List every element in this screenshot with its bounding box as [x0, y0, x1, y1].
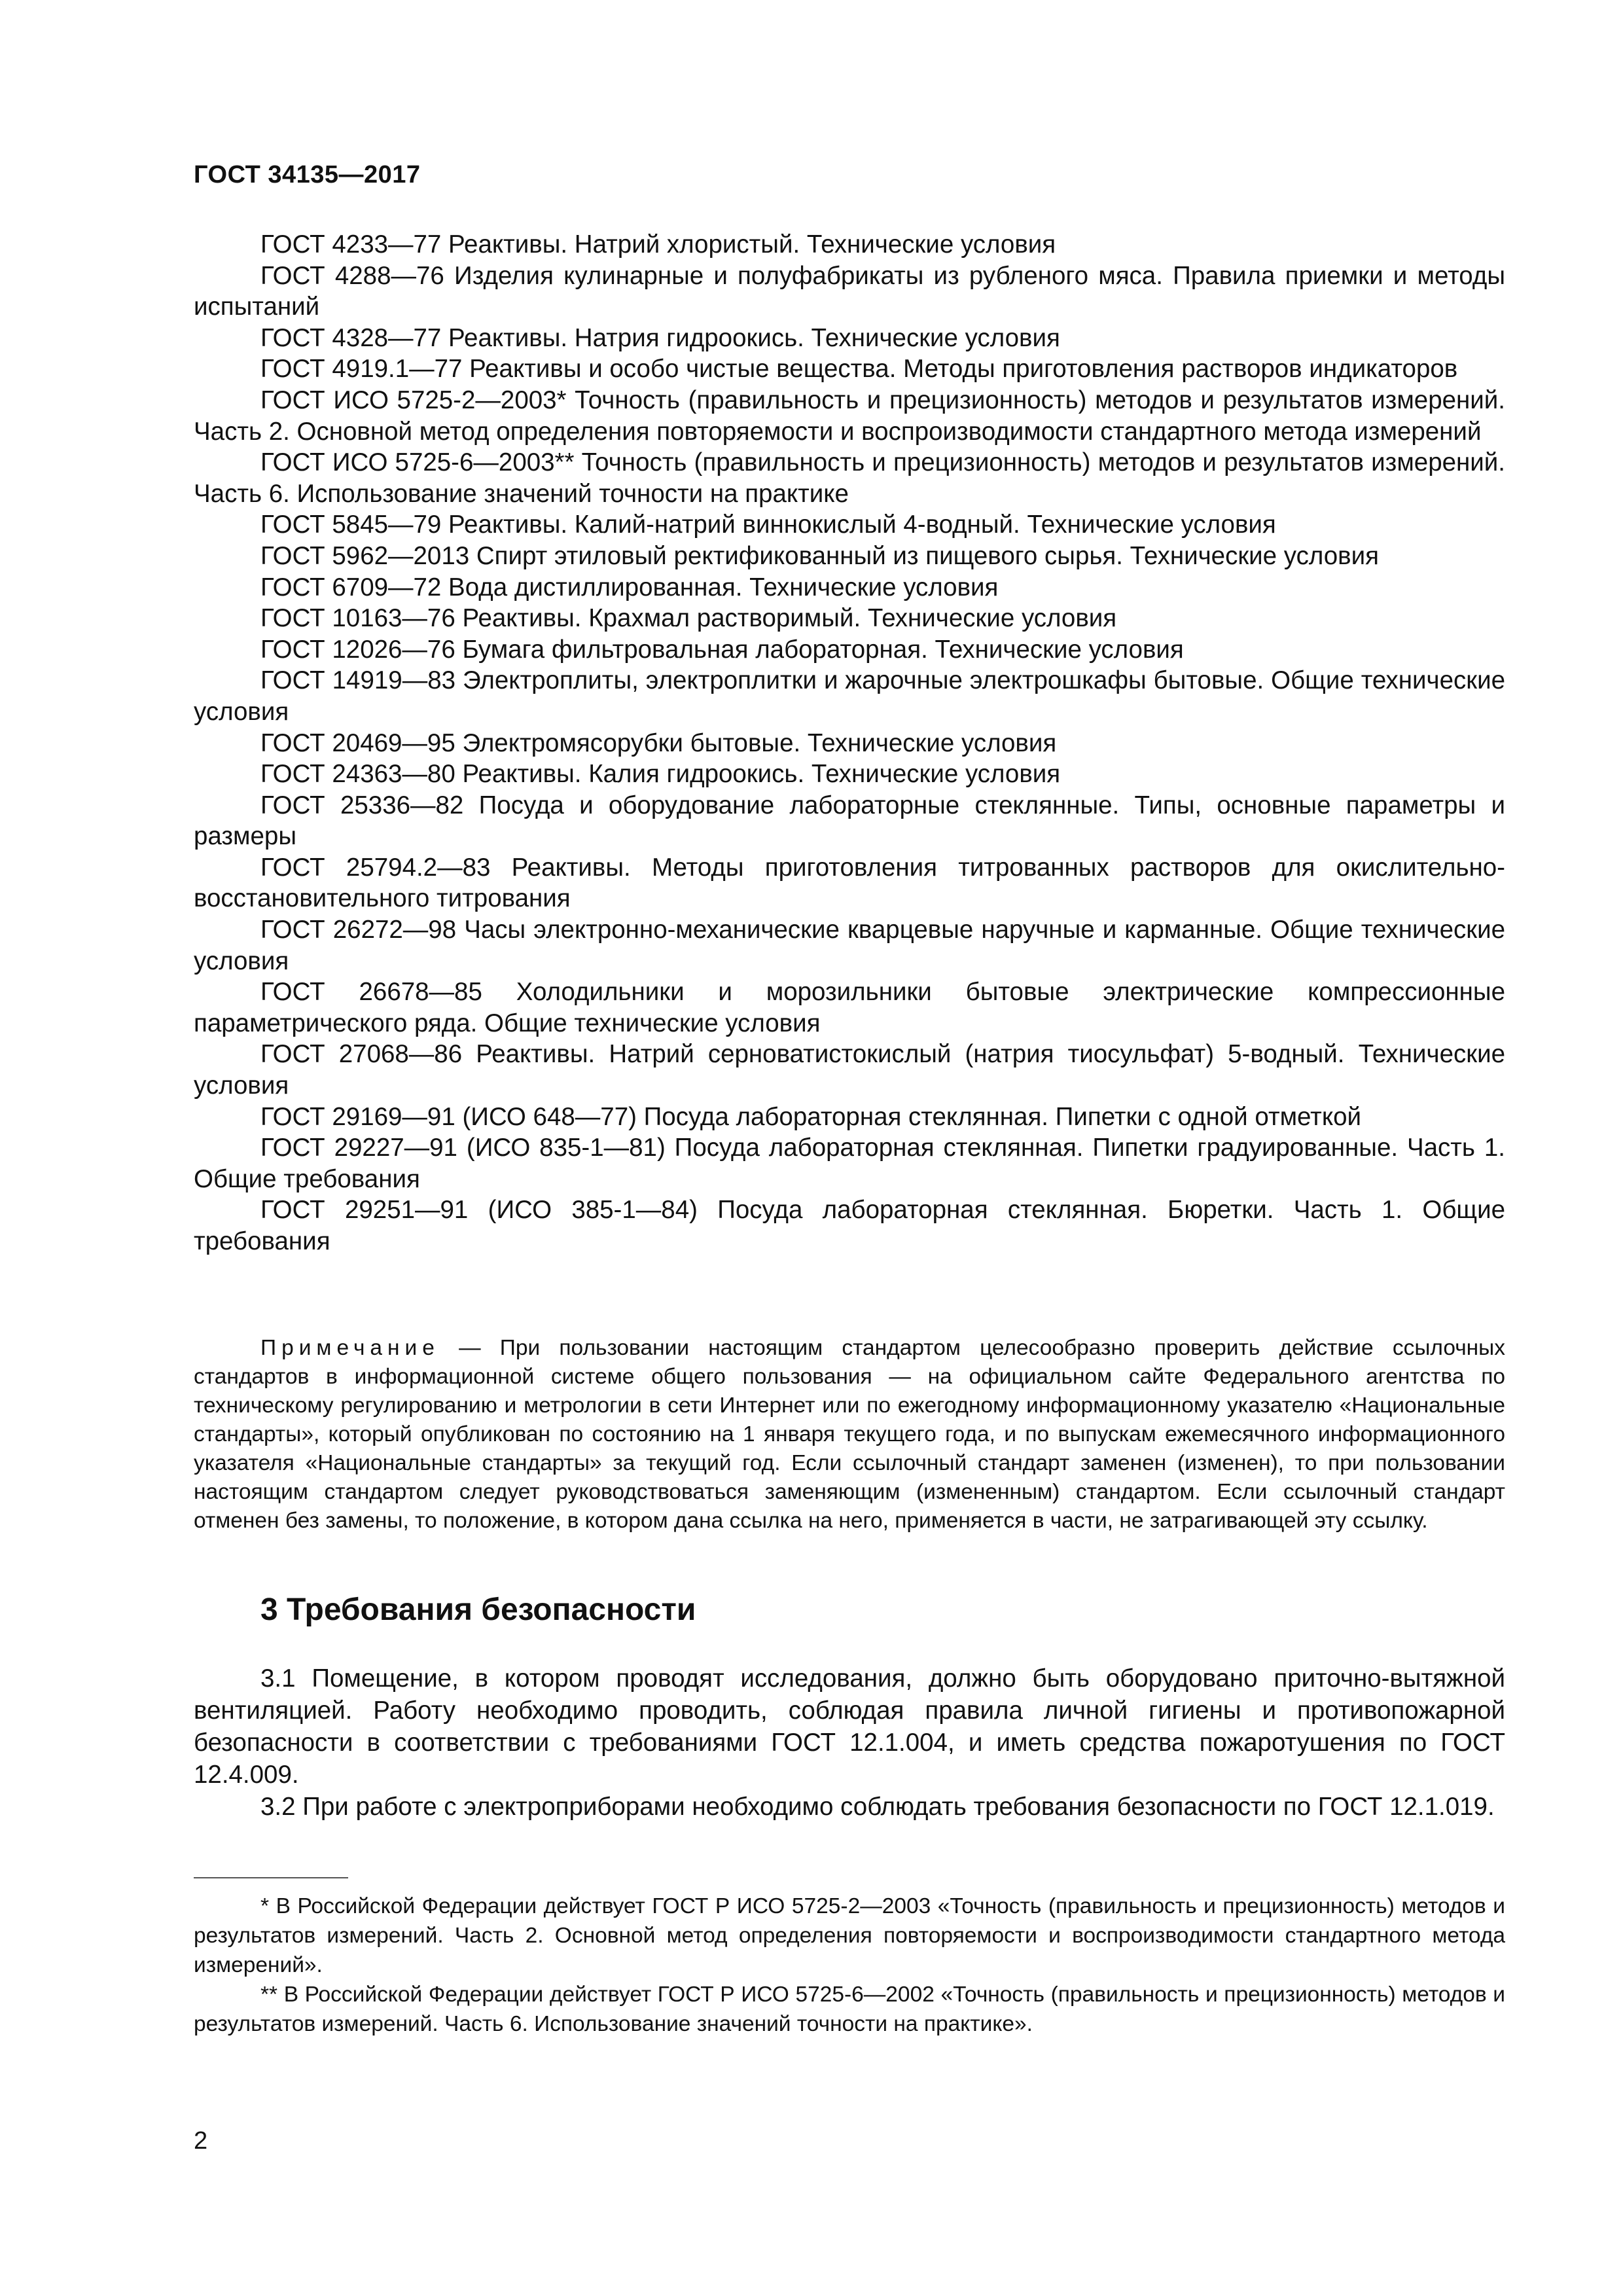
section-body	[194, 1662, 1505, 1823]
document-header: ГОСТ 34135—2017	[194, 161, 421, 188]
reference-item: ГОСТ 29251—91 (ИСО 385-1—84) Посуда лабораторная стеклянная. Бюретки. Часть 1. Общие требования	[194, 1196, 1505, 1255]
reference-item: ГОСТ 4919.1—77 Реактивы и особо чистые вещества. Методы приготовления растворов индикаторов	[260, 355, 1458, 384]
reference-item: ГОСТ ИСО 5725-6—2003** Точность (правильность и прецизионность) методов и результатов измерений. Часть 6. Использование значений точности на практике	[194, 448, 1505, 508]
reference-item: ГОСТ 25794.2—83 Реактивы. Методы приготовления титрованных растворов для окислительно-восстановительного титрования	[194, 853, 1505, 913]
reference-item: ГОСТ 29227—91 (ИСО 835-1—81) Посуда лабораторная стеклянная. Пипетки градуированные. Часть 1. Общие требования	[194, 1134, 1505, 1193]
reference-item: ГОСТ 26678—85 Холодильники и морозильники бытовые электрические компрессионные параметрического ряда. Общие технические условия	[194, 978, 1505, 1037]
footnote: ** В Российской Федерации действует ГОСТ Р ИСО 5725-6—2002 «Точность (правильность и прецизионность) методов и результатов измерений. Часть 6. Использование значений точности на практике».	[194, 1982, 1505, 2036]
section-title: 3 Требования безопасности	[260, 1592, 696, 1627]
reference-item: ГОСТ 6709—72 Вода дистиллированная. Технические условия	[260, 573, 999, 601]
section-paragraph: 3.1 Помещение, в котором проводят исследования, должно быть оборудовано приточно-вытяжной вентиляцией. Работу необходимо проводить, соблюдая правила личной гигиены и противопожарной безопасности в соответствии с требованиями ГОСТ 12.1.004, и иметь средства пожаротушения по ГОСТ 12.4.009.	[194, 1664, 1505, 1789]
reference-item: ГОСТ 5962—2013 Спирт этиловый ректификованный из пищевого сырья. Технические условия	[260, 541, 1379, 570]
reference-item: ГОСТ 12026—76 Бумага фильтровальная лабораторная. Технические условия	[260, 635, 1184, 664]
reference-item: ГОСТ 20469—95 Электромясорубки бытовые. Технические условия	[260, 728, 1057, 757]
note-text: — При пользовании настоящим стандартом целесообразно проверить действие ссылочных стандартов в информационной системе общего пользования — на официальном сайте Федерального агентства по техническому регулированию и метрологии в сети Интернет или по ежегодному информационному указателю «Национальные стандарты», который опубликован по состоянию на 1 января текущего года, и по выпускам ежемесячного информационного указателя «Национальные стандарты» за текущий год. Если ссылочный стандарт заменен (изменен), то при пользовании настоящим стандартом следует руководствоваться заменяющим (измененным) стандартом. Если ссылочный стандарт отменен без замены, то положение, в котором дана ссылка на него, применяется в части, не затрагивающей эту ссылку.	[194, 1336, 1505, 1533]
reference-item: ГОСТ 24363—80 Реактивы. Калия гидроокись. Технические условия	[260, 760, 1061, 789]
reference-item: ГОСТ 4233—77 Реактивы. Натрий хлористый. Технические условия	[260, 230, 1056, 259]
footnote: * В Российской Федерации действует ГОСТ Р ИСО 5725-2—2003 «Точность (правильность и прецизионность) методов и результатов измерений. Часть 2. Основной метод определения повторяемости и воспроизводимости стандартного метода измерений».	[194, 1894, 1505, 1977]
section-paragraph: 3.2 При работе с электроприборами необходимо соблюдать требования безопасности по ГОСТ 12.1.019.	[260, 1793, 1495, 1821]
reference-item: ГОСТ 4288—76 Изделия кулинарные и полуфабрикаты из рубленого мяса. Правила приемки и методы испытаний	[194, 261, 1505, 321]
reference-item: ГОСТ 10163—76 Реактивы. Крахмал растворимый. Технические условия	[260, 604, 1117, 633]
reference-item: ГОСТ 29169—91 (ИСО 648—77) Посуда лабораторная стеклянная. Пипетки с одной отметкой	[260, 1102, 1362, 1131]
normative-references-list	[194, 229, 1505, 1257]
note-paragraph	[194, 1334, 1505, 1535]
reference-item: ГОСТ 25336—82 Посуда и оборудование лабораторные стеклянные. Типы, основные параметры и размеры	[194, 791, 1505, 851]
note-label: Примечание	[260, 1336, 440, 1360]
reference-item: ГОСТ 26272—98 Часы электронно-механические кварцевые наручные и карманные. Общие технические условия	[194, 916, 1505, 975]
reference-item: ГОСТ 5845—79 Реактивы. Калий-натрий виннокислый 4-водный. Технические условия	[260, 511, 1276, 539]
reference-item: ГОСТ ИСО 5725-2—2003* Точность (правильность и прецизионность) методов и результатов измерений. Часть 2. Основной метод определения повторяемости и воспроизводимости стандартного метода измерений	[194, 386, 1505, 446]
page-number: 2	[194, 2127, 208, 2155]
reference-item: ГОСТ 4328—77 Реактивы. Натрия гидроокись. Технические условия	[260, 323, 1060, 352]
reference-item: ГОСТ 14919—83 Электроплиты, электроплитки и жарочные электрошкафы бытовые. Общие технические условия	[194, 666, 1505, 726]
footnotes	[194, 1892, 1505, 2039]
reference-item: ГОСТ 27068—86 Реактивы. Натрий серноватистокислый (натрия тиосульфат) 5-водный. Технические условия	[194, 1040, 1505, 1100]
footnote-divider	[194, 1877, 348, 1878]
